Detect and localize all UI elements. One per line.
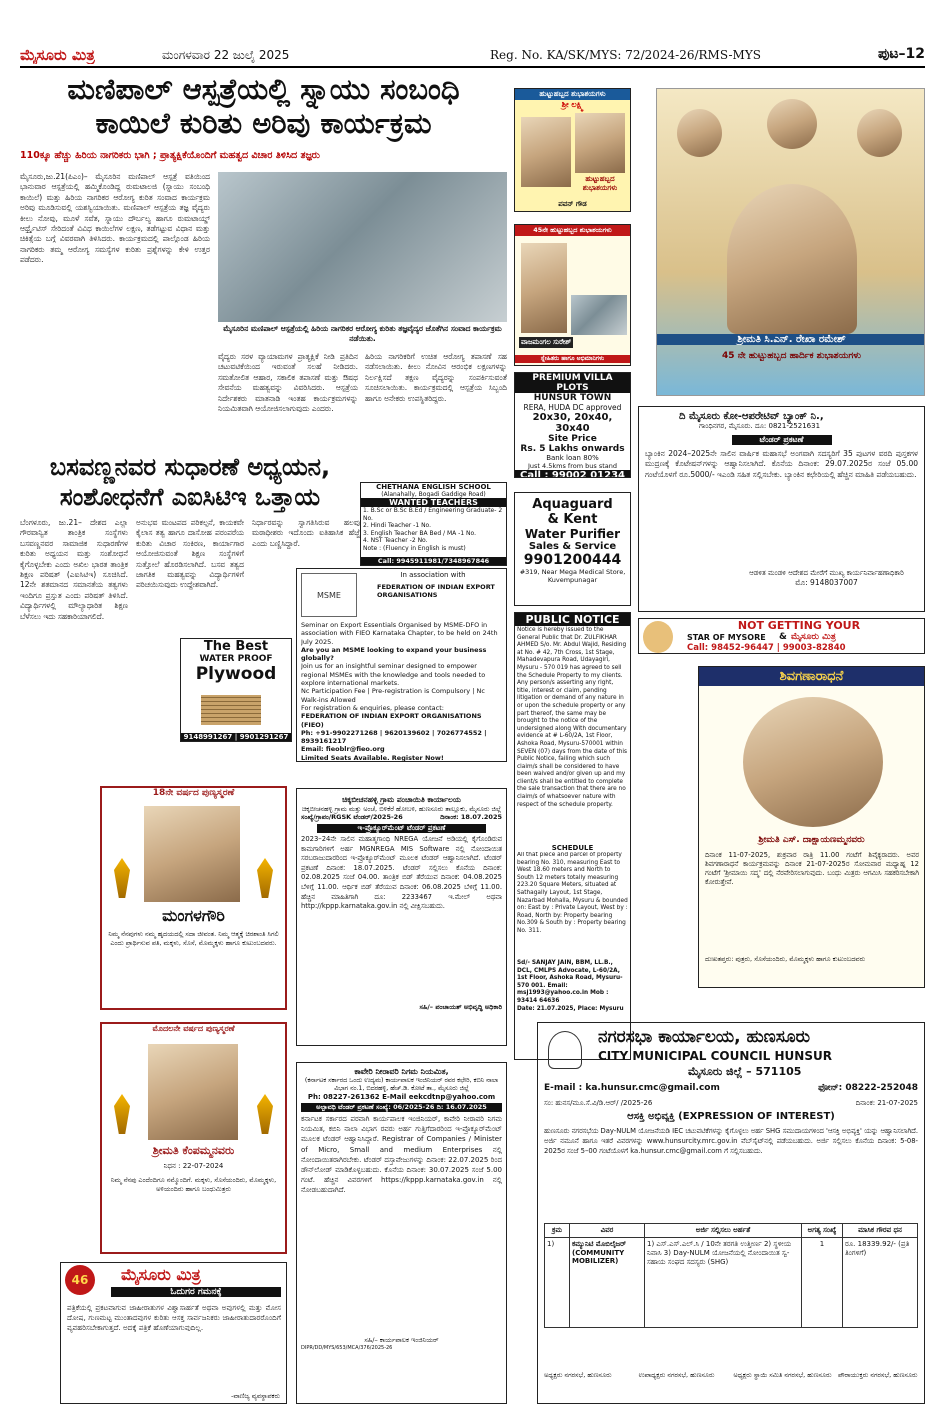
villa-sizes: 20x30, 20x40, 30x40 (532, 412, 613, 434)
obit2-name: ಶ್ರೀಮತಿ ಕೆಂಪಮ್ಮನವರು (152, 1144, 235, 1157)
gp-ref-row: ಸಂಖ್ಯೆ/ಗ್ರಾಪಂ/RGSK ಟೆಂಡರ್/2025-26 ದಿನಾಂಕ: 18.07.2025 (301, 813, 502, 821)
obit2-title: ಮೊದಲನೇ ವರ್ಷದ ಪುಣ್ಯಸ್ಮರಣೆ (152, 1024, 235, 1033)
obituary-2 (100, 1022, 287, 1254)
obit1-photo (144, 806, 240, 902)
bank-tender-label: ಟೆಂಡರ್ ಪ್ರಕಟಣೆ (732, 435, 832, 445)
lead-headline-2: ಕಾಯಿಲೆ ಕುರಿತು ಅರಿವು ಕಾರ್ಯಕ್ರಮ (95, 106, 432, 140)
notice-schedule-heading: SCHEDULE (551, 844, 594, 852)
public-notice (514, 612, 631, 1060)
reader-body: ಪತ್ರಿಕೆಯಲ್ಲಿ ಪ್ರಕಟವಾಗುವ ಜಾಹೀರಾತುಗಳ ವಿಶ್ವಾಸಾರ್ಹತೆ ಅಥವಾ ಅವುಗಳಲ್ಲಿ ಮತ್ತು ಮೋಸ ದೋಷ, ಗುಣಮಟ್ಟ ಮುಂತಾದವುಗಳ ಕುರಿತು ಆಸಕ್ತ ಸಾರ್ವಜನಿಕರು ಜಾಹೀರಾತುದಾರರೊಂದಿಗೆ ವ್ಯವಹರಿಸಬೇಕಾಗುತ್ತದೆ. ಅದಕ್ಕೆ ಪತ್ರಿಕೆ ಹೊಣೆಯಾಗುವುದಿಲ್ಲ. (67, 1303, 281, 1333)
notice-body: Notice is hereby issued to the General Public that Dr. ZULFIKHAR AHMED S/o. Mr. Abdul Wajid, Residing at No. # 42, 7th Cross, 1st Stage, Mahadevapura Road, Udayagiri, Mysuru - 570 019 has agreed to sell the Schedule Property to my clients. Any person/s asserting any right, title, interest or claim, pending litigation or demand of any nature in or upon the schedule property or any part thereof, the same may be brought to the notice of the undersigned along With documentary evidence at # L-60/2A, 1st Floor, Ashoka Road, Mysuru-570001 within SEVEN (07) days from the date of this Public Notice, failing which such claim/s shall be considered to have been waived and/or given up and my client/s shall be entitled to complete the sale transaction that there are no claim/s of whatsoever nature with respect of the schedule property. (517, 627, 628, 808)
star-call: Call: 98452-96447 | 99003-82840 (687, 643, 846, 653)
issue-date: ಮಂಗಳವಾರ 22 ಜುಲೈ 2025 (162, 48, 290, 62)
obit1-title: 18ನೇ ವರ್ಷದ ಪುಣ್ಯಸ್ಮರಣೆ (152, 788, 235, 798)
cmc-date: ದಿನಾಂಕ: 21-07-2025 (855, 1099, 918, 1107)
birthday-ad-1-name: ಶ್ರೀ ಲಕ್ಷ್ಮಿ (561, 100, 584, 109)
notice-schedule: All that piece and parcel of property bearing No. 310, measuring East to West 18.60 meters and North to South 12 meters totally measuring 223.20 Square Meters, situated at Sathagally Layout, 1st Stage, Nazarbad Mohalla, Mysuru & bounded on: East by : Private Layout, West by : Road, North by: Property bearing No.309 & South by : Property bearing No. 311. (517, 852, 628, 934)
cmc-phone: ಫೋನ್: 08222-252048 (818, 1083, 918, 1093)
birthday-ad-1-wish: ಹುಟ್ಟುಹಬ್ಬದ ಶುಭಾಶಯಗಳು (582, 175, 618, 192)
cmc-ref: ಸಂ: ಹುನಸ/ಮೂ.ಸೆ.ವಿ/ಡಿ.ಆರ್/ /2025-26 (544, 1099, 653, 1107)
birthday-ad-1-title: ಹುಟ್ಟುಹಬ್ಬದ ಶುಭಾಶಯಗಳು (515, 89, 630, 100)
birthday-ad-1-from: ಪವನ್ ಗೌಡ (558, 200, 587, 208)
aquaguard-address: #319, Near Mega Medical Store, Kuvempunagar (519, 568, 626, 584)
star-of-mysore-ad (638, 618, 925, 654)
story2-headline-2: ಸಂಶೋಧನೆಗೆ ಎಐಸಿಟಿಇ ಒತ್ತಾಯ (59, 483, 321, 511)
birthday-ad-2-from: ಸ್ನೇಹಿತರು ಹಾಗೂ ಅಭಿಮಾನಿಗಳು (515, 355, 630, 363)
kaveri-code: DIPR/DD/MYS/653/MCA/376/2025-26 (301, 1345, 393, 1351)
villa-loan: Bank loan 80% (546, 454, 599, 462)
page-number: ಪುಟ–12 (877, 46, 925, 62)
page-header (20, 46, 925, 68)
birthday-ad-big-name: ಶ್ರೀಮತಿ ಸಿ.ಎನ್. ರೇಖಾ ರಮೇಶ್ (657, 334, 925, 345)
obit1-name: ಮಂಗಳಗೌರಿ (162, 906, 225, 925)
gp-sub: ಚಿಕ್ಕಬೀಚನಹಳ್ಳಿ ಗ್ರಾಮ ಮತ್ತು ಅಂಚೆ, ಬಿಳಿಕೆರೆ ಹೋಬಳಿ, ಹುಣಸೂರು ತಾಲ್ಲೂಕು, ಮೈಸೂರು ಜಿಲ್ಲೆ (301, 805, 502, 813)
obit2-photo (148, 1044, 238, 1140)
fieo-body: Seminar on Export Essentials Organised by MSME-DFO in association with FIEO Karnataka Chapter, to be held on 24th July 2025. Are you an MSME looking to expand your business globally? Join us for an insightful seminar designed to empower regional MSMEs with the knowledge and tools needed to explore international markets. Nc Participation Fee | Pre-registration is Compulsory | Nc Walk-ins Allowed For registration & enquiries, please contact: FEDERATION OF INDIAN EXPORT ORGANISATIONS (FIEO) Ph: +91-9902271268 | 9620139602 | 7026774552 | 8939161217 Email: fieoblr@fieo.org Limited Seats Available. Register Now! (301, 621, 498, 762)
birthday-ad-2-photo (521, 243, 567, 333)
lead-photo (218, 172, 507, 322)
lead-column-2: ವೈದ್ಯರು ಸರಳ ವ್ಯಾಯಾಮಗಳ ಪ್ರಾತ್ಯಕ್ಷಿಕೆ ನೀಡಿ ಪ್ರತಿದಿನ ಚಟುವಟಿಕೆಯಿಂದ ಇರುವಂತೆ ಸಲಹೆ ನೀಡಿದರು. ಸಮತೋಲಿತ ಆಹಾರ, ಸಕಾಲಿಕ ತಪಾಸಣೆ ಮತ್ತು ಔಷಧ ಸೇವನೆಯ ಮಹತ್ವವನ್ನು ವಿವರಿಸಿದರು. ಆಸ್ಪತ್ರೆಯ ನಿರ್ದೇಶಕರು ಮಾತನಾಡಿ ಇಂತಹ ಕಾರ್ಯಕ್ರಮಗಳನ್ನು ನಿಯಮಿತವಾಗಿ ಆಯೋಜಿಸಲಾಗುವುದು ಎಂದರು. (218, 352, 358, 414)
cmc-signatures: ಅಧ್ಯಕ್ಷರು ನಗರಸಭೆ, ಹುಣಸೂರು ಉಪಾಧ್ಯಕ್ಷರು ನಗರಸಭೆ, ಹುಣಸೂರು ಅಧ್ಯಕ್ಷರು ಸ್ಥಾಯಿ ಸಮಿತಿ ನಗರಸಭೆ, ಹುಣಸೂರು ಪೌರಾಯುಕ್ತರು ನಗರಸಭೆ, ಹುಣಸೂರು (544, 1371, 918, 1379)
cmc-email: E-mail : ka.hunsur.cmc@gmail.com (544, 1083, 720, 1093)
school-wanted: WANTED TEACHERS (361, 498, 506, 507)
notice-title: PUBLIC NOTICE (515, 613, 630, 626)
villa-title: PREMIUM VILLA PLOTS (515, 373, 630, 393)
school-items: 1. B.Sc or B.Sc B.Ed / Engineering Graduate- 2 No. 2. Hindi Teacher -1 No. 3. English Teacher BA Bed / MA -1 No. 4. NST Teacher -2 No. Note : (Fluency in English is must) (363, 507, 503, 552)
obit1-body: ನಿಮ್ಮ ನೆನಪುಗಳು ನಮ್ಮ ಹೃದಯದಲ್ಲಿ ಸದಾ ಜೀವಂತ. ನಿಮ್ಮ ಆತ್ಮಕ್ಕೆ ಚಿರಶಾಂತಿ ಸಿಗಲಿ ಎಂದು ಪ್ರಾರ್ಥಿಸುವ ಪತಿ, ಮಕ್ಕಳು, ಸೊಸೆ, ಮೊಮ್ಮಕ್ಕಳು ಹಾಗೂ ಕುಟುಂಬದವರು. (108, 930, 279, 947)
lamp-icon-right-2 (257, 1094, 273, 1134)
obit2-body: ನಿಮ್ಮ ನೆನಪು ಎಂದೆಂದಿಗೂ ನಮ್ಮೊಂದಿಗೆ. ಮಕ್ಕಳು, ಸೊಸೆಯಂದಿರು, ಮೊಮ್ಮಕ್ಕಳು, ಅಳಿಯಂದಿರು ಹಾಗೂ ಬಂಧುಮಿತ್ರರು (110, 1176, 277, 1193)
shiva-name: ಶ್ರೀಮತಿ ಎಸ್. ದಾಕ್ಷಾಯಣಮ್ಮನವರು (758, 835, 865, 845)
bank-body: ಬ್ಯಾಂಕಿನ 2024–2025ನೇ ಸಾಲಿನ ವಾರ್ಷಿಕ ಮಹಾಸಭೆ ಅಂಗವಾಗಿ ಸದಸ್ಯರಿಗೆ 35 ಪುಟಗಳ ವರದಿ ಪುಸ್ತಕಗಳ ಮುದ್ರಣಕ್ಕೆ ಕೊಟೇಷನ್‌ಗಳನ್ನು ಆಹ್ವಾನಿಸಲಾಗಿದೆ. ಕೊನೆಯ ದಿನಾಂಕ: 29.07.2025ರ ಸಂಜೆ 05.00 ಗಂಟೆಯೊಳಗೆ ರೂ.5000/- ಇಎಂಡಿ ಸಹಿತ ಸಲ್ಲಿಸಬೇಕು. ಬ್ಯಾಂಕಿನ ಕಛೇರಿಯಲ್ಲಿ ಹೆಚ್ಚಿನ ಮಾಹಿತಿ ಪಡೆಯಬಹುದು. (645, 449, 918, 479)
kaveri-phone: Ph: 08227-261362 E-Mail eekcdtnp@yahoo.com (307, 1093, 496, 1101)
cmc-district: ಮೈಸೂರು ಜಿಲ್ಲೆ – 571105 (688, 1065, 802, 1078)
birthday-ad-1-photo (521, 117, 571, 187)
cartoon-icon (643, 621, 673, 653)
notice-sign: Sd/- SANJAY JAIN, BBM, LL.B., DCL, CMLPS Advocate, L-60/2A, 1st Floor, Ashoka Road, Mysuru-570 001. Email: msj1993@yahoo.co.in Mob : 93414 64636 (517, 960, 623, 1004)
obituary-1 (100, 786, 287, 1010)
story2-column-2: ಅನುಭವ ಮಂಟಪದ ಪರಿಕಲ್ಪನೆ, ಕಾಯಕವೇ ಕೈಲಾಸ ತತ್ವ ಹಾಗೂ ದಾಸೋಹ ಪರಂಪರೆಯ ಕುರಿತು ವಿಚಾರ ಸಂಕಿರಣ, ಕಾರ್ಯಾಗಾರ ಆಯೋಜಿಸುವಂತೆ ಶಿಕ್ಷಣ ಸಂಸ್ಥೆಗಳಿಗೆ ಸುತ್ತೋಲೆ ಹೊರಡಿಸಲಾಗಿದೆ. ಬಸವ ತತ್ವದ ಜಾಗತಿಕ ಮಹತ್ವವನ್ನು ವಿದ್ಯಾರ್ಥಿಗಳಿಗೆ ಪರಿಚಯಿಸುವುದು ಉದ್ದೇಶವಾಗಿದೆ. (136, 518, 244, 590)
plywood-best: The Best (203, 639, 269, 654)
cmc-emblem-icon (548, 1031, 582, 1069)
aquaguard-line1: Aquaguard (532, 497, 613, 512)
birthday-ad-2-name: ವಾಜಮಂಗಲ ಸುರೇಶ್ (521, 338, 572, 346)
villa-approved: RERA, HUDA DC approved (523, 403, 622, 412)
cmc-body: ಹುಣಸೂರು ನಗರಸಭೆಯ Day-NULM ಯೋಜನೆಯಡಿ IEC ಚಟುವಟಿಕೆಗಳನ್ನು ಕೈಗೊಳ್ಳಲು ಅರ್ಹ SHG ಸಮುದಾಯಗಳಿಂದ 'ಆಸಕ್ತಿ ಅಭಿವ್ಯಕ್ತಿ' ಯನ್ನು ಆಹ್ವಾನಿಸಲಾಗಿದೆ. ಅರ್ಜಿ ನಮೂನೆ ಹಾಗೂ ಇತರೆ ವಿವರಗಳನ್ನು www.hunsurcity.mrc.gov.in ವೆಬ್‌ಸೈಟ್‌ನಲ್ಲಿ ಪಡೆಯಬಹುದು. ಅರ್ಜಿ ಸಲ್ಲಿಸಲು ಕೊನೆಯ ದಿನಾಂಕ: 5-08-2025ರ ಸಂಜೆ 5–00 ಗಂಟೆಯೊಳಗೆ ka.hunsur.cmc@gmail.com ಗೆ ಸಲ್ಲಿಸಬಹುದು. (544, 1127, 918, 1155)
table-header-row: ಕ್ರಮ ವಿವರ ಅರ್ಜಿ ಸಲ್ಲಿಸಲು ಅರ್ಹತೆ ಅಗತ್ಯ ಸಂಖ್ಯೆ ಮಾಸಿಕ ಗೌರವ ಧನ (545, 1224, 918, 1238)
birthday-ad-big-portraits (677, 99, 907, 159)
shiva-body: ದಿನಾಂಕ 11-07-2025, ಶುಕ್ರವಾರ ರಾತ್ರಿ 11.00 ಗಂಟೆಗೆ ಶಿವೈಕ್ಯರಾದರು. ಅವರ ಶಿವಗಣಾರಾಧನೆ ಕಾರ್ಯಕ್ರಮವನ್ನು ದಿನಾಂಕ 21-07-2025ರ ಸೋಮವಾರ ಮಧ್ಯಾಹ್ನ 12 ಗಂಟೆಗೆ 'ಶ್ರೀಮಾಯಿ ಸದ್ಮ' ದಲ್ಲಿ ನೆರವೇರಿಸಲಾಗುವುದು. ಬಂಧು ಮಿತ್ರರು ಆಗಮಿಸಿ ಸಹಕರಿಸಬೇಕಾಗಿ ಕೋರುತ್ತೇವೆ. (705, 851, 919, 886)
shiva-family: ದುಃಖತಪ್ತರು: ಪುತ್ರರು, ಸೊಸೆಯಂದಿರು, ಮೊಮ್ಮಕ್ಕಳು ಹಾಗೂ ಕುಟುಂಬದವರು (705, 955, 866, 963)
cmc-kn-title: ನಗರಸಭಾ ಕಾರ್ಯಾಲಯ, ಹುಣಸೂರು (598, 1027, 810, 1047)
school-name: CHETHANA ENGLISH SCHOOL (376, 483, 491, 491)
school-location: (Alanahally, Bogadi Gaddige Road) (381, 491, 486, 498)
plywood-phone: 9148991267 | 9901291267 (181, 733, 291, 741)
villa-call: Call : 99002 01234 (515, 470, 630, 478)
fieo-org: FEDERATION OF INDIAN EXPORT ORGANISATIONS (377, 583, 495, 599)
birthday-ad-1 (514, 88, 631, 212)
anniversary-badge: 46 (65, 1265, 95, 1295)
masthead-logo: ಮೈಸೂರು ಮಿತ್ರ (20, 46, 95, 64)
birthday-ad-big-wish: 45 ನೇ ಹುಟ್ಟುಹಬ್ಬದ ಹಾರ್ದಿಕ ಶುಭಾಶಯಗಳು (722, 351, 861, 361)
lamp-icon-right (257, 858, 273, 898)
cmc-eoi-title: ಆಸಕ್ತಿ ಅಭಿವ್ಯಕ್ತಿ (EXPRESSION OF INTEREST) (627, 1111, 835, 1122)
story2-column-1: ಬೆಂಗಳೂರು, ಜು.21– ದೇಶದ ಎಲ್ಲಾ ಗೌರವಾನ್ವಿತ ತಾಂತ್ರಿಕ ಸಂಸ್ಥೆಗಳು ಬಸವಣ್ಣನವರ ಸಾಮಾಜಿಕ ಸುಧಾರಣೆಗಳ ಕುರಿತು ಅಧ್ಯಯನ ಮತ್ತು ಸಂಶೋಧನೆ ಕೈಗೊಳ್ಳಬೇಕು ಎಂದು ಅಖಿಲ ಭಾರತ ತಾಂತ್ರಿಕ ಶಿಕ್ಷಣ ಪರಿಷತ್ (ಎಐಸಿಟಿಇ) ಸೂಚಿಸಿದೆ. 12ನೇ ಶತಮಾನದ ಸಮಾನತೆಯ ತತ್ವಗಳು ಇಂದಿಗೂ ಪ್ರಸ್ತುತ ಎಂದು ಪರಿಷತ್ ತಿಳಿಸಿದೆ. ವಿದ್ಯಾರ್ಥಿಗಳಲ್ಲಿ ಮೌಲ್ಯಾಧಾರಿತ ಶಿಕ್ಷಣ ಬೆಳೆಸಲು ಇದು ಸಹಕಾರಿಯಾಗಲಿದೆ. (20, 518, 128, 621)
lamp-icon-left-2 (114, 1094, 130, 1134)
lead-headline-1: ಮಣಿಪಾಲ್ ಆಸ್ಪತ್ರೆಯಲ್ಲಿ ಸ್ನಾಯು ಸಂಬಂಧಿ (67, 72, 460, 106)
aquaguard-phone: 9901200444 (523, 552, 622, 568)
birthday-ad-big-portrait (727, 184, 857, 334)
plywood-ad (180, 638, 292, 742)
reader-label: ಓದುಗರ ಗಮನಕ್ಕೆ (111, 1287, 281, 1297)
aquaguard-line2: & Kent (547, 512, 598, 527)
villa-distance: Just 4.5kms from bus stand (528, 462, 617, 470)
reader-sign: -ವಾಣಿಜ್ಯ ವ್ಯವಸ್ಥಾಪಕರು (231, 1392, 280, 1400)
lead-column-1: ಮೈಸೂರು,ಜು.21(ಪಿಎಂ)– ಮೈಸೂರಿನ ಮಣಿಪಾಲ್ ಆಸ್ಪತ್ರೆ ವತಿಯಿಂದ ಭಾನುವಾರ ಆಸ್ಪತ್ರೆಯಲ್ಲಿ ಹಮ್ಮಿಕೊಂಡಿದ್ದ ರುಮಟಾಲಜಿ (ಸ್ನಾಯು ಸಂಬಂಧಿ ಕಾಯಿಲೆ) ಮತ್ತು ಹಿರಿಯ ನಾಗರಿಕರ ಆರೋಗ್ಯ ಕುರಿತ ಸಂವಾದ ಕಾರ್ಯಕ್ರಮ ಅರಿವು ಮೂಡಿಸುವಲ್ಲಿ ಯಶಸ್ವಿಯಾಯಿತು. ಮಣಿಪಾಲ್ ಆಸ್ಪತ್ರೆಯ ತಜ್ಞ ವೈದ್ಯರು ಕೀಲು ನೋವು, ಮೂಳೆ ಸವೆತ, ಸ್ನಾಯು ದೌರ್ಬಲ್ಯ ಹಾಗೂ ರುಮಟಾಯ್ಡ್ ಆರ್ಥ್ರೈಟಿಸ್ ಸೇರಿದಂತೆ ವಿವಿಧ ಕಾಯಿಲೆಗಳ ಲಕ್ಷಣ, ತಡೆಗಟ್ಟುವ ವಿಧಾನ ಮತ್ತು ಚಿಕಿತ್ಸೆಯ ಬಗ್ಗೆ ವಿವರವಾಗಿ ತಿಳಿಸಿದರು. ಕಾರ್ಯಕ್ರಮದಲ್ಲಿ ಪಾಲ್ಗೊಂಡ ಹಿರಿಯ ನಾಗರಿಕರು ತಮ್ಮ ಆರೋಗ್ಯ ಸಮಸ್ಯೆಗಳ ಕುರಿತು ಪ್ರಶ್ನೆಗಳನ್ನು ಕೇಳಿ ಉತ್ತರ ಪಡೆದರು. (20, 172, 210, 265)
school-wanted-ad (360, 482, 507, 566)
lamp-icon-left (114, 858, 130, 898)
reader-notice (60, 1262, 287, 1404)
gp-body: 2023–24ನೇ ಸಾಲಿನ ಮಹಾತ್ಮಗಾಂಧಿ NREGA ಯೋಜನೆ ಅಡಿಯಲ್ಲಿ ಕೈಗೊಂಡಿರುವ ಕಾಮಗಾರಿಗಳಿಗೆ ಅರ್ಹ MGNREGA MIS Software ನಲ್ಲಿ ನೋಂದಾಯಿತ ಸರಬರಾಜುದಾರರಿಂದ ಇ-ಪ್ರೊಕ್ಯೂರ್‌ಮೆಂಟ್ ಮೂಲಕ ಟೆಂಡರ್ ಆಹ್ವಾನಿಸಲಾಗಿದೆ. ಟೆಂಡರ್ ಪ್ರಕಟಣೆ ದಿನಾಂಕ: 18.07.2025. ಟೆಂಡರ್ ಸಲ್ಲಿಸಲು ಕೊನೆಯ ದಿನಾಂಕ: 02.08.2025 ಸಂಜೆ 04.00. ತಾಂತ್ರಿಕ ಬಿಡ್ ತೆರೆಯುವ ದಿನಾಂಕ: 04.08.2025 ಬೆಳಿಗ್ಗೆ 11.00. ಆರ್ಥಿಕ ಬಿಡ್ ತೆರೆಯುವ ದಿನಾಂಕ: 06.08.2025 ಬೆಳಿಗ್ಗೆ 11.00. ಹೆಚ್ಚಿನ ಮಾಹಿತಿಗಾಗಿ ದೂ: 2233467 ಇ.ಮೇಲ್ ಅಥವಾ http://kppp.karnataka.gov.in ನಲ್ಲಿ ವೀಕ್ಷಿಸಬಹುದು. (301, 835, 502, 911)
birthday-ad-2 (514, 224, 631, 366)
villa-price: Rs. 5 Lakhs onwards (520, 444, 625, 454)
villa-site: Site Price (548, 434, 597, 444)
reader-logo: ಮೈಸೂರು ಮಿತ್ರ (121, 1265, 201, 1284)
bank-sign: ಆಡಳಿತ ಮಂಡಳಿ ಆದೇಶದ ಮೇರೆಗೆ ಮುಖ್ಯ ಕಾರ್ಯನಿರ್ವಾಹಣಾಧಿಕಾರಿ (749, 569, 904, 577)
plywood-sheets-icon (201, 695, 261, 725)
aquaguard-line3: Water Purifier (524, 527, 621, 541)
lead-story (20, 72, 507, 452)
aquaguard-line4: Sales & Service (528, 541, 617, 552)
shiva-portrait (743, 697, 883, 827)
star-amp: & (779, 632, 787, 642)
kaveri-sub: (ಕರ್ನಾಟಕ ಸರ್ಕಾರದ ಒಂದು ಉದ್ಯಮ) ಕಾರ್ಯಪಾಲಕ ಇಂಜಿನಿಯರ್ ರವರ ಕಛೇರಿ, ಕಬಿನಿ ನಾಲಾ ವಿಭಾಗ ನಂ.1, ಬಿದರಹಳ್ಳಿ, ಹೆಚ್.ಡಿ. ಕೋಟೆ ತಾ., ಮೈಸೂರು ಜಿಲ್ಲೆ (304, 1077, 499, 1092)
msme-logo: MSME (301, 573, 357, 617)
kaveri-sign: ಸಹಿ/– ಕಾರ್ಯಪಾಲಕ ಇಂಜಿನಿಯರ್ (364, 1336, 439, 1344)
kaveri-ref: ಅಲ್ಪಾವಧಿ ಟೆಂಡರ್ ಪ್ರಕಟಣೆ ಸಂಖ್ಯೆ: 06/2025-26 ದಿ: 16.07.2025 (301, 1103, 502, 1112)
cmc-en-title: CITY MUNICIPAL COUNCIL HUNSUR (598, 1049, 832, 1063)
plywood-waterproof: WATER PROOF (199, 654, 273, 664)
gram-panchayat-tender (296, 788, 507, 1046)
star-line1: NOT GETTING YOUR (737, 619, 861, 632)
bank-tender-ad (638, 406, 925, 612)
school-call: Call: 9945911981/7348967846 (361, 557, 506, 565)
birthday-ad-2-title: 45ನೇ ಹುಟ್ಟುಹಬ್ಬದ ಶುಭಾಶಯಗಳು (515, 225, 630, 236)
kaveri-tender (296, 1062, 507, 1404)
birthday-ad-1-photo-2 (575, 113, 625, 173)
lead-subhead: 110ಕ್ಕೂ ಹೆಚ್ಚು ಹಿರಿಯ ನಾಗರಿಕರು ಭಾಗಿ ; ಪ್ರಾತ್ಯಕ್ಷಿಕೆಯೊಂದಿಗೆ ಮಹತ್ವದ ವಿಚಾರ ತಿಳಿಸಿದ ತಜ್ಞರು (20, 150, 320, 161)
kaveri-body: ಕರ್ನಾಟಕ ಸರ್ಕಾರದ ಪರವಾಗಿ ಕಾರ್ಯಪಾಲಕ ಇಂಜಿನಿಯರ್, ಕಾವೇರಿ ನೀರಾವರಿ ನಿಗಮ ನಿಯಮಿತ, ಕಬಿನಿ ನಾಲಾ ವಿಭಾಗ ರವರು ಅರ್ಹ ಗುತ್ತಿಗೆದಾರರಿಂದ ಇ-ಪ್ರೊಕ್ಯೂರ್‌ಮೆಂಟ್ ಮೂಲಕ ಟೆಂಡರ್ ಆಹ್ವಾನಿಸಿದ್ದಾರೆ. Registrar of Companies / Minister of Micro, Small and medium Enterprises ನಲ್ಲಿ ನೋಂದಾಯಿತರಾಗಿರಬೇಕು. ಟೆಂಡರ್ ದಸ್ತಾವೇಜುಗಳನ್ನು ದಿನಾಂಕ: 22.07.2025 ರಿಂದ ಡೌನ್‌ಲೋಡ್ ಮಾಡಿಕೊಳ್ಳಬಹುದು. ಕೊನೆಯ ದಿನಾಂಕ: 30.07.2025 ಸಂಜೆ 5.00 ಗಂಟೆ. ಹೆಚ್ಚಿನ ವಿವರಗಳಿಗೆ https://kppp.karnataka.gov.in ನಲ್ಲಿ ನೋಡಬಹುದಾಗಿದೆ. (301, 1115, 502, 1195)
table-row: 1) ಕಮ್ಯುನಿಟಿ ಮೊಬಿಲೈಜರ್ (COMMUNITY MOBILIZER) 1) ಎಸ್.ಎಸ್.ಎಲ್.ಸಿ / 10ನೇ ತರಗತಿ ಉತ್ತೀರ್ಣ 2) ಸ್ಥಳೀಯ ನಿವಾಸಿ 3) Day-NULM ಯೋಜನೆಯಲ್ಲಿ ನೋಂದಾಯಿತ ಸ್ವ-ಸಹಾಯ ಸಂಘದ ಸದಸ್ಯರು (SHG) 1 ರೂ. 18339.92/- (ಪ್ರತಿ ತಿಂಗಳಿಗೆ) (545, 1238, 918, 1328)
plywood-title: Plywood (195, 664, 277, 684)
cmc-hunsur-eoi (537, 1022, 925, 1404)
cmc-table (544, 1223, 918, 1328)
shiva-title: ಶಿವಗಣಾರಾಧನೆ (699, 667, 924, 686)
obit2-date: ನಿಧನ : 22-07-2024 (163, 1162, 224, 1170)
birthday-ad-big (656, 88, 925, 396)
villa-plots-ad (514, 372, 631, 478)
star-line2: STAR OF MYSORE (687, 633, 766, 642)
bank-address: ಗಾಂಧಿನಗರ, ಮೈಸೂರು. ದೂ: 0821-2521631 (699, 422, 821, 430)
gp-head: ಚಿಕ್ಕಬೀಚನಹಳ್ಳಿ ಗ್ರಾಮ ಪಂಚಾಯಿತಿ ಕಾರ್ಯಾಲಯ (342, 795, 461, 804)
birthday-ad-2-group-photo (571, 295, 627, 335)
story2-headline-1: ಬಸವಣ್ಣನವರ ಸುಧಾರಣೆ ಅಧ್ಯಯನ, (49, 453, 331, 481)
villa-town: HUNSUR TOWN (533, 393, 612, 403)
gp-sign: ಸಹಿ/– ಪಂಚಾಯತ್ ಅಭಿವೃದ್ಧಿ ಅಧಿಕಾರಿ (419, 1003, 502, 1011)
aquaguard-ad (514, 492, 631, 606)
fieo-assoc: In association with (400, 571, 466, 579)
story2-column-3: ನಿರ್ಧಾರವನ್ನು ಸ್ವಾಗತಿಸಿರುವ ಹಲವು ಮಠಾಧೀಶರು ಇದೊಂದು ಐತಿಹಾಸಿಕ ಹೆಜ್ಜೆ ಎಂದು ಬಣ್ಣಿಸಿದ್ದಾರೆ. (252, 518, 360, 548)
shivaganaradhane-ad (698, 666, 925, 988)
fieo-seminar-ad (296, 568, 507, 762)
lead-column-3: ಹಿರಿಯ ನಾಗರಿಕರಿಗೆ ಉಚಿತ ಆರೋಗ್ಯ ತಪಾಸಣೆ ಸಹ ನಡೆಸಲಾಯಿತು. ಕೀಲು ನೋವಿನ ಆರಂಭಿಕ ಲಕ್ಷಣಗಳನ್ನು ನಿರ್ಲಕ್ಷಿಸದೆ ತಕ್ಷಣ ವೈದ್ಯರನ್ನು ಸಂಪರ್ಕಿಸುವಂತೆ ಸೂಚಿಸಲಾಯಿತು. ಕಾರ್ಯಕ್ರಮದಲ್ಲಿ ಆಸ್ಪತ್ರೆಯ ಸಿಬ್ಬಂದಿ ಹಾಗೂ ಅನೇಕರು ಉಪಸ್ಥಿತರಿದ್ದರು. (365, 352, 507, 403)
lead-photo-caption: ಮೈಸೂರಿನ ಮಣಿಪಾಲ್ ಆಸ್ಪತ್ರೆಯಲ್ಲಿ ಹಿರಿಯ ನಾಗರಿಕರ ಆರೋಗ್ಯ ಕುರಿತು ತಜ್ಞವೈದ್ಯರ ಜೊತೆಗಿನ ಸಂವಾದ ಕಾರ್ಯಕ್ರಮ ನಡೆಯಿತು. (223, 324, 502, 344)
star-mitra: ಮೈಸೂರು ಮಿತ್ರ (791, 632, 836, 642)
notice-date: Date: 21.07.2025, Place: Mysuru (517, 1005, 624, 1012)
kaveri-head: ಕಾವೇರಿ ನೀರಾವರಿ ನಿಗಮ ನಿಯಮಿತ, (354, 1067, 449, 1076)
registration-number: Reg. No. KA/SK/MYS: 72/2024-26/RMS-MYS (490, 48, 761, 62)
gp-label: ಇ-ಪ್ರೊಕ್ಯೂರ್‌ಮೆಂಟ್ ಟೆಂಡರ್ ಪ್ರಕಟಣೆ (317, 824, 486, 833)
bank-phone: ಮೊ: 9148037007 (795, 578, 858, 587)
bank-name: ದಿ ಮೈಸೂರು ಕೋ-ಆಪರೇಟಿವ್ ಬ್ಯಾಂಕ್ ನಿ., (679, 411, 824, 422)
